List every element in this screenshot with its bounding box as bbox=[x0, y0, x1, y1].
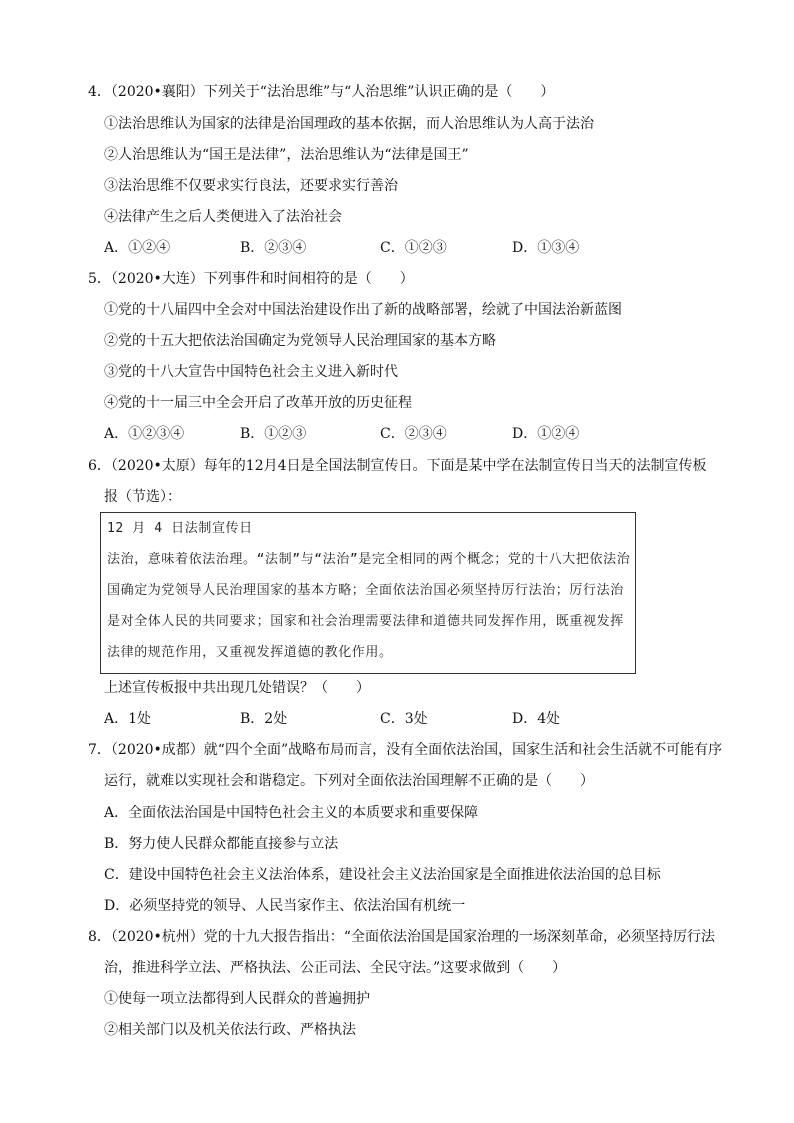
question-5-item-4: ④党的十一届三中全会开启了改革开放的历史征程 bbox=[104, 395, 412, 411]
question-5-item-1: ①党的十八届四中全会对中国法治建设作出了新的战略部署，绘就了中国法治新蓝图 bbox=[104, 302, 622, 318]
option-a[interactable]: A．①②③④ bbox=[104, 426, 185, 442]
question-4-item-3: ③法治思维不仅要求实行良法，还要求实行善治 bbox=[104, 178, 398, 194]
question-5-item-2: ②党的十五大把依法治国确定为党领导人民治理国家的基本方略 bbox=[104, 333, 496, 349]
option-a[interactable]: A．1处 bbox=[104, 711, 152, 727]
bulletin-line-1: 12 月 4 日法制宣传日 bbox=[107, 521, 253, 536]
question-8-item-1: ①使每一项立法都得到人民群众的普遍拥护 bbox=[104, 991, 370, 1007]
question-7-option-c[interactable]: C．建设中国特色社会主义法治体系，建设社会主义法治国家是全面推进依法治国的总目标 bbox=[104, 867, 661, 883]
option-b[interactable]: B．2处 bbox=[240, 711, 288, 727]
question-6-stem-cont: 报（节选）： bbox=[104, 489, 181, 505]
question-4-stem: 4．（2020•襄阳）下列关于“法治思维”与“人治思维”认识正确的是（ ） bbox=[88, 84, 555, 100]
option-d[interactable]: D．4处 bbox=[512, 711, 561, 727]
question-8-stem-cont: 治，推进科学立法、严格执法、公正司法、全民守法。”这要求做到（ ） bbox=[104, 960, 567, 976]
question-5-item-3: ③党的十八大宣告中国特色社会主义进入新时代 bbox=[104, 364, 398, 380]
question-7-option-a[interactable]: A．全面依法治国是中国特色社会主义的本质要求和重要保障 bbox=[104, 805, 479, 821]
question-4-item-4: ④法律产生之后人类便进入了法治社会 bbox=[104, 209, 342, 225]
question-4-item-2: ②人治思维认为“国王是法律”，法治思维认为“法律是国王” bbox=[104, 147, 469, 163]
option-b[interactable]: B．②③④ bbox=[240, 240, 307, 256]
question-5-stem: 5．（2020•大连）下列事件和时间相符的是（ ） bbox=[88, 271, 414, 287]
option-b[interactable]: B．①②③ bbox=[240, 426, 307, 442]
question-7-stem: 7．（2020•成都）就“四个全面”战略布局而言，没有全面依法治国，国家生活和社会生活就不可能有序 bbox=[88, 742, 723, 758]
option-a[interactable]: A．①②④ bbox=[104, 240, 171, 256]
option-c[interactable]: C．3处 bbox=[380, 711, 428, 727]
bulletin-line-4: 是对全体人民的共同要求；国家和社会治理需要法律和道德共同发挥作用，既重视发挥 bbox=[107, 614, 624, 629]
bulletin-line-3: 国确定为党领导人民治理国家的基本方略；全面依法治国必须坚持厉行法治；厉行法治 bbox=[107, 583, 624, 598]
bulletin-line-2: 法治，意味着依法治理。“法制”与“法治”是完全相同的两个概念；党的十八大把依法治 bbox=[107, 552, 631, 567]
question-6-stem: 6．（2020•太原）每年的12月4日是全国法制宣传日。下面是某中学在法制宣传日当天的法制宣传板 bbox=[88, 458, 707, 474]
question-4-item-1: ①法治思维认为国家的法律是治国理政的基本依据，而人治思维认为人高于法治 bbox=[104, 116, 594, 132]
option-c[interactable]: C．①②③ bbox=[380, 240, 447, 256]
question-7-stem-cont: 运行，就难以实现社会和谐稳定。下列对全面依法治国理解不正确的是（ ） bbox=[104, 773, 594, 789]
question-7-option-d[interactable]: D．必须坚持党的领导、人民当家作主、依法治国有机统一 bbox=[104, 898, 466, 914]
question-7-option-b[interactable]: B．努力使人民群众都能直接参与立法 bbox=[104, 836, 339, 852]
question-6-prompt: 上述宣传板报中共出现几处错误？（ ） bbox=[104, 680, 370, 696]
option-d[interactable]: D．①③④ bbox=[512, 240, 580, 256]
option-d[interactable]: D．①②④ bbox=[512, 426, 580, 442]
option-c[interactable]: C．②③④ bbox=[380, 426, 447, 442]
question-8-item-2: ②相关部门以及机关依法行政、严格执法 bbox=[104, 1022, 356, 1038]
bulletin-board-excerpt bbox=[100, 512, 636, 674]
question-8-stem: 8．（2020•杭州）党的十九大报告指出：“全面依法治国是国家治理的一场深刻革命，必须坚持厉行法 bbox=[88, 929, 715, 945]
bulletin-line-5: 法律的规范作用，又重视发挥道德的教化作用。 bbox=[107, 645, 393, 660]
